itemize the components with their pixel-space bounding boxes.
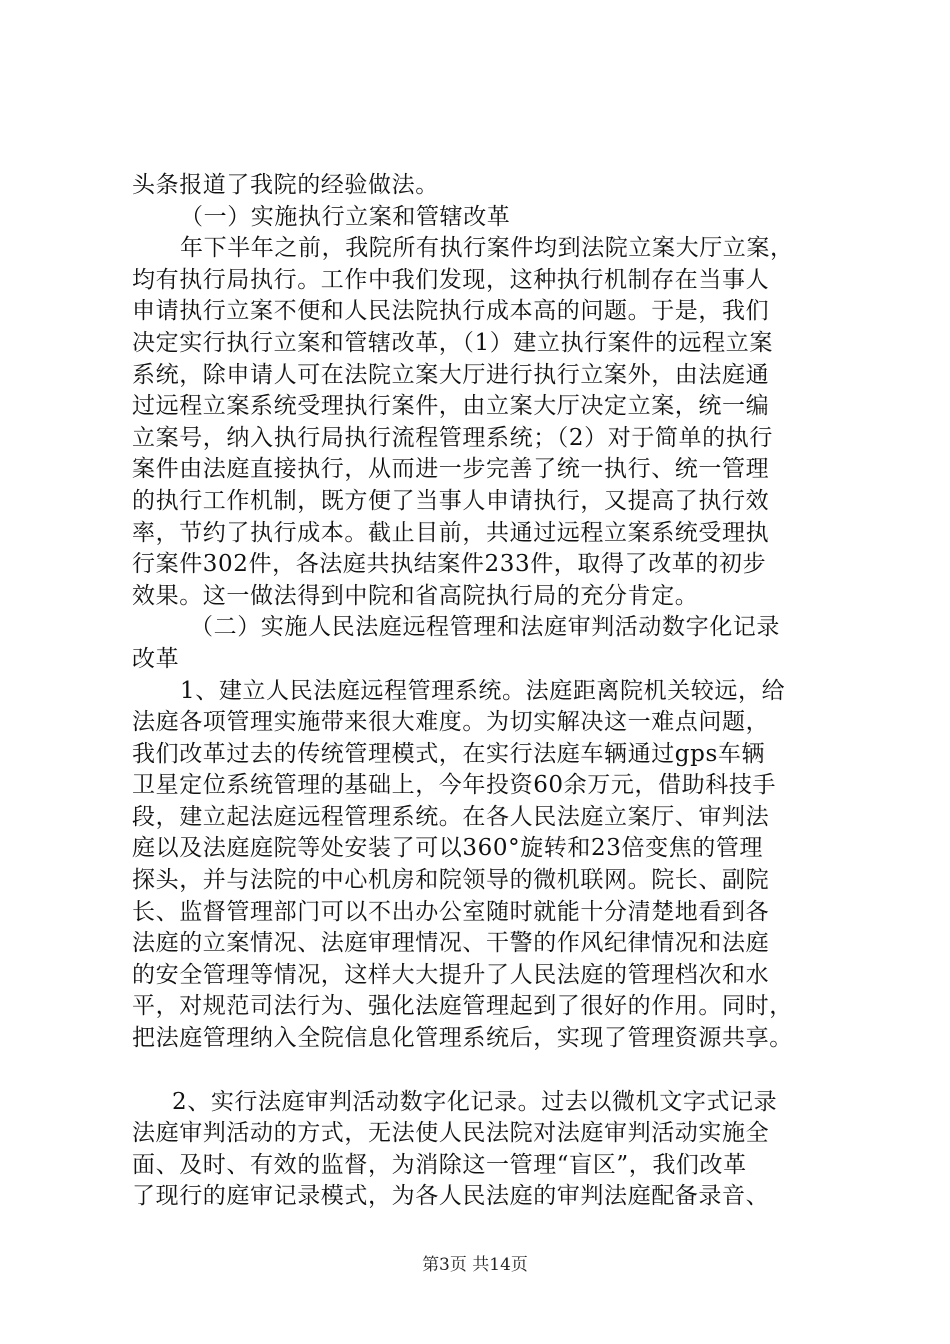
text-line: 卫星定位系统管理的基础上，今年投资60余万元，借助科技手: [132, 772, 777, 799]
text-line: 段，建立起法庭远程管理系统。在各人民法庭立案厅、审判法: [132, 803, 770, 830]
text-line: 把法庭管理纳入全院信息化管理系统后，实现了管理资源共享。: [132, 1025, 793, 1052]
section-heading-2: （二）实施人民法庭远程管理和法庭审判活动数字化记录: [190, 614, 780, 641]
text-line: 率，节约了执行成本。截止目前，共通过远程立案系统受理执: [132, 519, 770, 546]
page-number-footer: 第3页 共14页: [422, 1255, 528, 1275]
text-line: 面、及时、有效的监督，为消除这一管理“盲区”，我们改革: [132, 1151, 747, 1178]
section-heading-1: （一）实施执行立案和管辖改革: [180, 203, 511, 230]
text-line: 的安全管理等情况，这样大大提升了人民法庭的管理档次和水: [132, 961, 770, 988]
text-line: 了现行的庭审记录模式，为各人民法庭的审判法庭配备录音、: [132, 1183, 770, 1210]
text-line: 2、实行法庭审判活动数字化记录。过去以微机文字式记录: [172, 1088, 778, 1115]
text-line: 决定实行执行立案和管辖改革，（1）建立执行案件的远程立案: [132, 329, 773, 356]
text-line: 均有执行局执行。工作中我们发现，这种执行机制存在当事人: [132, 266, 770, 293]
text-line: 长、监督管理部门可以不出办公室随时就能十分清楚地看到各: [132, 898, 770, 925]
text-line: 头条报道了我院的经验做法。: [132, 172, 439, 198]
text-line: 立案号，纳入执行局执行流程管理系统；（2）对于简单的执行: [132, 424, 773, 451]
text-line: 申请执行立案不便和人民法院执行成本高的问题。于是，我们: [132, 298, 770, 325]
document-body: [132, 170, 852, 1213]
section-heading-2-cont: 改革: [132, 645, 180, 672]
text-line: 案件由法庭直接执行，从而进一步完善了统一执行、统一管理: [132, 456, 770, 483]
text-line: 法庭各项管理实施带来很大难度。为切实解决这一难点问题，: [132, 709, 770, 736]
text-line: 庭以及法庭庭院等处安装了可以360°旋转和23倍变焦的管理: [132, 835, 764, 862]
text-line: 1、建立人民法庭远程管理系统。法庭距离院机关较远，给: [180, 677, 786, 704]
text-line: 的执行工作机制，既方便了当事人申请执行，又提高了执行效: [132, 487, 770, 514]
text-line: 我们改革过去的传统管理模式，在实行法庭车辆通过gps车辆: [132, 740, 766, 767]
text-line: 行案件302件，各法庭共执结案件233件，取得了改革的初步: [132, 551, 767, 578]
text-line: 法庭的立案情况、法庭审理情况、干警的作风纪律情况和法庭: [132, 930, 770, 957]
text-line: 年下半年之前，我院所有执行案件均到法院立案大厅立案，: [180, 235, 794, 262]
text-line: 法庭审判活动的方式，无法使人民法院对法庭审判活动实施全: [132, 1120, 770, 1147]
text-line: 过远程立案系统受理执行案件，由立案大厅决定立案，统一编: [132, 393, 770, 420]
paragraph-gap: [132, 1055, 852, 1087]
text-line: 平，对规范司法行为、强化法庭管理起到了很好的作用。同时，: [132, 993, 793, 1020]
text-line: 探头，并与法院的中心机房和院领导的微机联网。院长、副院: [132, 867, 770, 894]
text-line: 效果。这一做法得到中院和省高院执行局的充分肯定。: [132, 582, 699, 609]
text-line: 系统，除申请人可在法院立案大厅进行执行立案外，由法庭通: [132, 361, 770, 388]
